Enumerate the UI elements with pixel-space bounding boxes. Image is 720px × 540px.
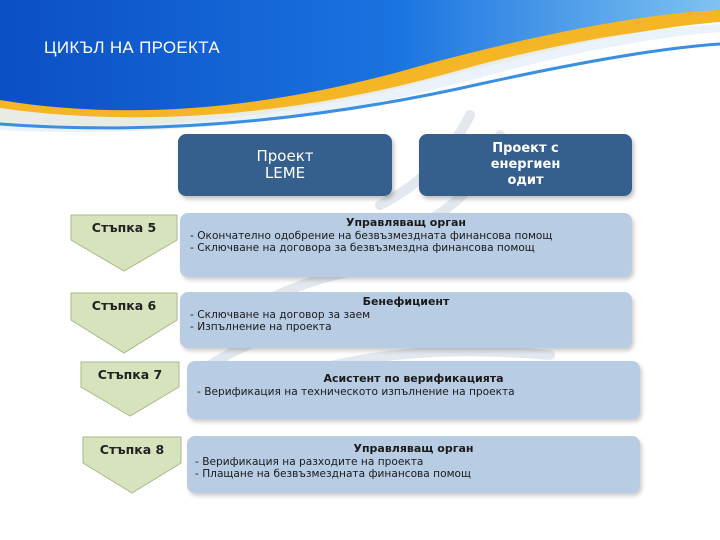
- step-label: Стъпка 7: [97, 367, 163, 382]
- project-leme-box: [178, 134, 392, 196]
- step-label: Стъпка 6: [91, 298, 157, 313]
- project-energy-audit-box: [419, 134, 632, 196]
- step-7-actor: Асистент по верификацията: [323, 372, 504, 385]
- step-6-arrow: [70, 292, 178, 354]
- step-5-description: [180, 213, 632, 277]
- step-8-arrow: [82, 436, 190, 494]
- step-8-description: [187, 436, 640, 493]
- step-7-arrow: [80, 361, 188, 417]
- list-item: - Окончателно одобрение на безвъзмездната финансова помощ: [190, 230, 624, 242]
- step-5-arrow: [70, 214, 178, 272]
- list-item: - Изпълнение на проекта: [190, 321, 624, 333]
- list-item: - Верификация на разходите на проекта: [195, 456, 632, 468]
- list-item: - Плащане на безвъзмездната финансова помощ: [195, 468, 632, 480]
- list-item: - Верификация на техническото изпълнение на проекта: [197, 386, 632, 398]
- list-item: - Сключване на договор за заем: [190, 309, 624, 321]
- step-8-actor: Управляващ орган: [353, 442, 474, 455]
- step-label: Стъпка 5: [91, 220, 157, 235]
- step-6-actor: Бенефициент: [362, 295, 450, 308]
- step-7-description: [187, 361, 640, 419]
- step-label: Стъпка 8: [99, 442, 165, 457]
- list-item: - Сключване на договора за безвъзмездна финансова помощ: [190, 242, 624, 254]
- step-6-description: [180, 292, 632, 348]
- page-title: ЦИКЪЛ НА ПРОЕКТА: [44, 38, 220, 57]
- step-5-actor: Управляващ орган: [345, 216, 467, 229]
- project-energy-audit-label: Проект с енергиен одит: [490, 141, 561, 188]
- project-leme-label: Проект LEME: [256, 147, 314, 182]
